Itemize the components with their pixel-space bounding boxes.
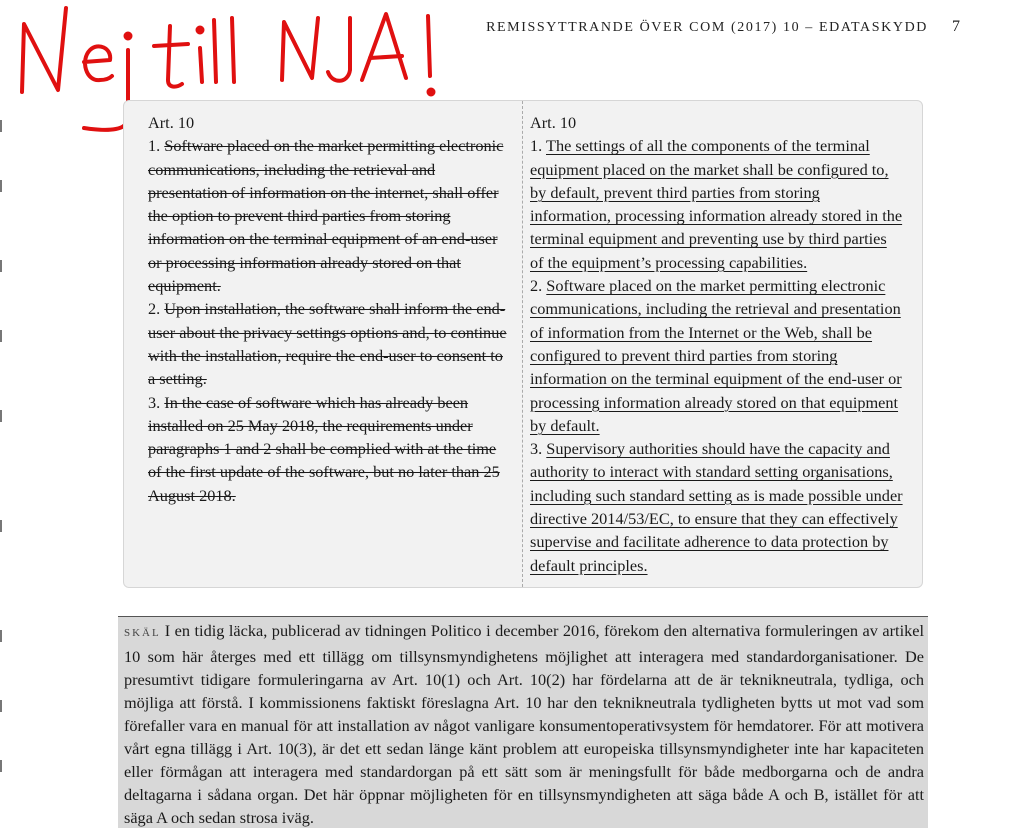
running-head: REMISSYTTRANDE ÖVER COM (2017) 10 – EDATASKYDD xyxy=(486,20,928,35)
deleted-text: Software placed on the market permitting electronic communications, including the retrieval and presentation of information on the internet, shall offer the option to prevent third parties from storing information on the terminal equipment of an end-user or processing information already stored on that equipment. xyxy=(148,136,504,296)
original-paragraph-3 xyxy=(148,391,508,507)
paragraph-number: 1. xyxy=(148,136,161,156)
paragraph-number: 1. xyxy=(530,136,543,156)
proposed-article-column xyxy=(530,111,904,577)
column-divider xyxy=(522,101,523,587)
margin-mark xyxy=(0,120,2,132)
original-article-column xyxy=(148,111,508,507)
proposed-article-title: Art. 10 xyxy=(530,113,577,132)
margin-mark xyxy=(0,260,2,272)
deleted-text: In the case of software which has already been installed on 25 May 2018, the requirements under paragraphs 1 and 2 shall be complied with at the time of the first update of the software, but no later than 25 August 2018. xyxy=(148,392,500,505)
margin-mark xyxy=(0,410,2,422)
justification-panel xyxy=(118,616,928,828)
margin-mark xyxy=(0,330,2,342)
margin-mark xyxy=(0,520,2,532)
paragraph-number: 3. xyxy=(148,392,161,412)
inserted-text: Software placed on the market permitting electronic communications, including the retrieval and presentation of information from the Internet or the Web, shall be configured to prevent third parties from storing information on the terminal equipment of the end-user or processing information already stored on that equipment by default. xyxy=(530,276,902,435)
margin-mark xyxy=(0,700,2,712)
proposed-paragraph-2 xyxy=(530,274,904,437)
original-article-title: Art. 10 xyxy=(148,113,195,132)
justification-text xyxy=(124,619,924,829)
justification-body: I en tidig läcka, publicerad av tidningen Politico i december 2016, förekom den alternativa formuleringen av artikel 10 som här återges med ett tillägg om tillsynsmyndighetens möjlighet att interagera med standardorganisationer. De presumtivt tidigare formuleringarna av Art. 10(1) och Art. 10(2) har fördelarna att de är teknikneutrala, tydliga, och möjliga att förstå. I kommissionens faktiskt föreslagna Art. 10 har den teknikneutrala tydligheten bytts ut mot vad som förefaller vara en manual för att installation av något vanligare konsumentoperativsystem för hemdatorer. För att motivera vårt egna tillägg i Art. 10(3), är det ett sedan länge känt problem att europeiska tillsynsmyndigheter inte har kapaciteten eller förmågan att interagera med standardorgan på ett sätt som är meningsfullt för både medborgarna och de andra deltagarna i sådana organ. Det här öppnar möjligheten för en tillsynsmyndigheten att säga både A och B, istället för att säga A och sedan strosa iväg. xyxy=(124,621,924,827)
paragraph-number: 2. xyxy=(530,276,543,296)
margin-mark xyxy=(0,180,2,192)
paragraph-number: 3. xyxy=(530,439,543,459)
proposed-paragraph-3 xyxy=(530,437,904,577)
margin-marks xyxy=(0,100,4,800)
deleted-text: Upon installation, the software shall inform the end-user about the privacy settings options and, to continue with the installation, require the end-user to consent to a setting. xyxy=(148,299,507,389)
justification-label: SKÄL xyxy=(124,627,161,639)
inserted-text: Supervisory authorities should have the capacity and authority to interact with standard setting organisations, including such standard setting as is made possible under directive 2014/53/EC, to ensure that they can effectively supervise and facilitate adherence to data protection by default principles. xyxy=(530,439,903,575)
page-number: 7 xyxy=(952,18,960,35)
original-paragraph-1 xyxy=(148,134,508,297)
paragraph-number: 2. xyxy=(148,299,161,319)
proposed-paragraph-1 xyxy=(530,134,904,274)
article-comparison-panel xyxy=(123,100,923,588)
original-paragraph-2 xyxy=(148,297,508,390)
inserted-text: The settings of all the components of the terminal equipment placed on the market shall be configured to, by default, prevent third parties from storing information, processing information already stored in the terminal equipment and preventing use by third parties of the equipment’s processing capabilities. xyxy=(530,136,903,272)
margin-mark xyxy=(0,630,2,642)
margin-mark xyxy=(0,760,2,772)
